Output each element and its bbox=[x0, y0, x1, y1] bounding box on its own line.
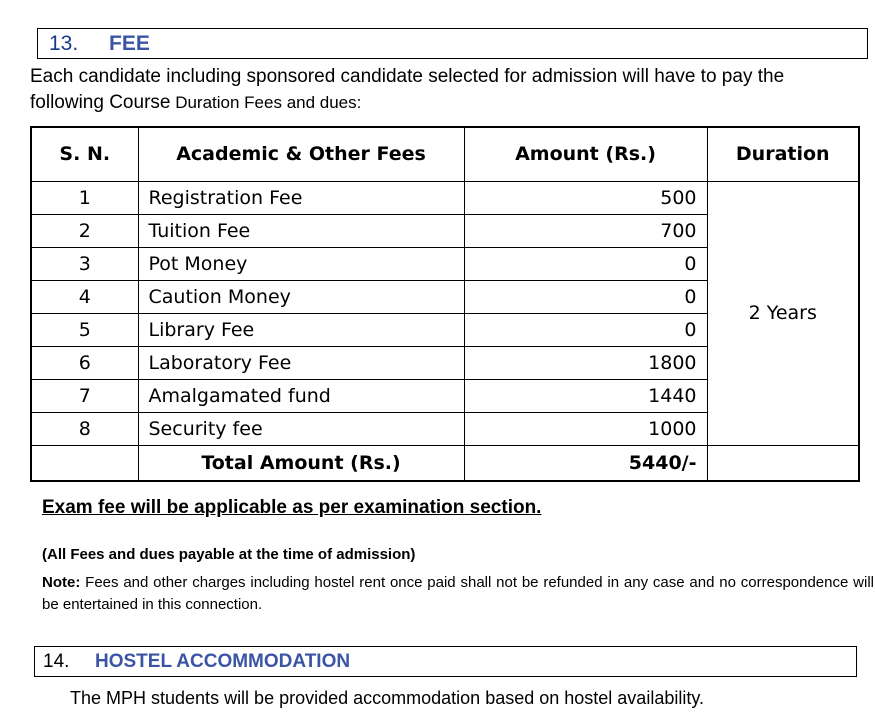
header-fees: Academic & Other Fees bbox=[138, 127, 464, 181]
intro-line-2a: following Course bbox=[30, 92, 171, 113]
header-sn: S. N. bbox=[31, 127, 138, 181]
row-sn: 5 bbox=[31, 313, 138, 346]
row-sn: 3 bbox=[31, 247, 138, 280]
table-row bbox=[31, 181, 859, 214]
row-fee-name: Security fee bbox=[138, 412, 464, 445]
header-duration: Duration bbox=[707, 127, 859, 181]
row-sn: 8 bbox=[31, 412, 138, 445]
section-14-header bbox=[34, 646, 857, 677]
row-fee-name: Tuition Fee bbox=[138, 214, 464, 247]
row-amount: 0 bbox=[464, 247, 707, 280]
duration-cell: 2 Years bbox=[707, 181, 859, 445]
row-amount: 500 bbox=[464, 181, 707, 214]
total-row bbox=[31, 445, 859, 481]
all-fees-note: (All Fees and dues payable at the time of admission) bbox=[42, 546, 416, 563]
total-sn-empty bbox=[31, 445, 138, 481]
row-sn: 7 bbox=[31, 379, 138, 412]
intro-paragraph bbox=[30, 64, 875, 116]
row-sn: 2 bbox=[31, 214, 138, 247]
total-amount: 5440/- bbox=[464, 445, 707, 481]
section-number: 14. bbox=[43, 651, 70, 672]
fee-table-header-row bbox=[31, 127, 859, 181]
fee-table bbox=[30, 126, 860, 482]
row-fee-name: Laboratory Fee bbox=[138, 346, 464, 379]
exam-fee-note: Exam fee will be applicable as per examination section. bbox=[42, 497, 542, 518]
row-fee-name: Library Fee bbox=[138, 313, 464, 346]
hostel-text: The MPH students will be provided accommodation based on hostel availability. bbox=[70, 688, 704, 708]
row-fee-name: Caution Money bbox=[138, 280, 464, 313]
header-amount: Amount (Rs.) bbox=[464, 127, 707, 181]
note-label: Note: bbox=[42, 574, 81, 591]
row-sn: 1 bbox=[31, 181, 138, 214]
row-sn: 6 bbox=[31, 346, 138, 379]
row-amount: 0 bbox=[464, 280, 707, 313]
note-text: Fees and other charges including hostel rent once paid shall not be refunded in any case and no correspondence will be entertained in this connection. bbox=[42, 574, 874, 613]
section-title: HOSTEL ACCOMMODATION bbox=[95, 651, 351, 672]
row-amount: 1800 bbox=[464, 346, 707, 379]
total-duration-empty bbox=[707, 445, 859, 481]
refund-note bbox=[42, 572, 874, 616]
section-number: 13. bbox=[49, 32, 79, 55]
section-13-header bbox=[37, 28, 868, 59]
row-amount: 0 bbox=[464, 313, 707, 346]
row-amount: 700 bbox=[464, 214, 707, 247]
total-label: Total Amount (Rs.) bbox=[138, 445, 464, 481]
row-amount: 1000 bbox=[464, 412, 707, 445]
row-sn: 4 bbox=[31, 280, 138, 313]
row-fee-name: Amalgamated fund bbox=[138, 379, 464, 412]
intro-line-1: Each candidate including sponsored candidate selected for admission will have to pay the bbox=[30, 66, 785, 87]
row-fee-name: Pot Money bbox=[138, 247, 464, 280]
section-title: FEE bbox=[109, 32, 150, 55]
row-amount: 1440 bbox=[464, 379, 707, 412]
intro-line-2b: Duration Fees and dues: bbox=[170, 93, 362, 112]
row-fee-name: Registration Fee bbox=[138, 181, 464, 214]
